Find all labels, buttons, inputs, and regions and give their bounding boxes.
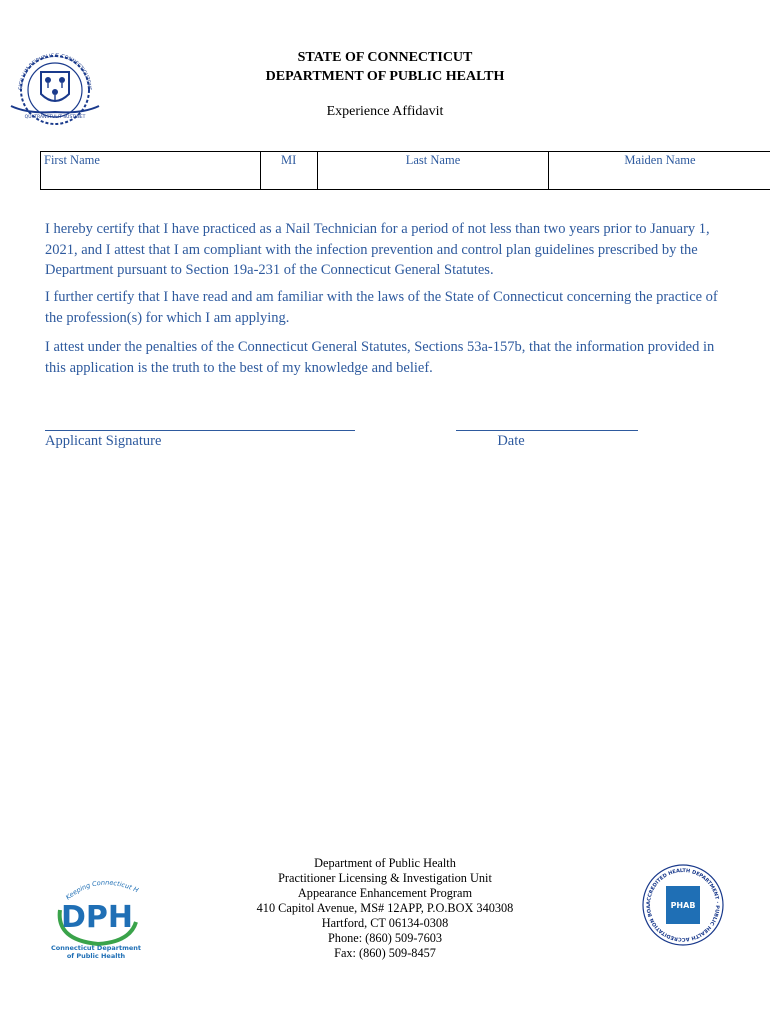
dph-letters: DPH [61,900,133,935]
first-name-label: First Name [44,153,100,167]
dph-caption-2: of Public Health [66,952,126,960]
applicant-signature-label: Applicant Signature [45,433,162,449]
laws-paragraph: I further certify that I have read and am familiar with the laws of the State of Connecticut concerning the practice of the profession(s) for which I am applying. [45,289,718,326]
maiden-name-field[interactable] [549,152,770,190]
footer-line-fax: Fax: (860) 509-8457 [334,946,436,960]
dph-caption-1: Connecticut Department [50,944,142,952]
certification-paragraph: I hereby certify that I have practiced as a Nail Technician for a period of not less than two years prior to January 1, 2021, and I attest that I am compliant with the infection prevention and control plan guidelines prescribed by the Department pursuant to Section 19a-231 of the Connecticut General Statutes. [45,221,710,278]
mi-label: MI [281,153,297,167]
header-department: DEPARTMENT OF PUBLIC HEALTH [265,69,505,84]
first-name-field[interactable] [41,152,261,190]
seal-ring-text: SIGILLUM REIPUBLICÆ CONNECTICUTENS [17,52,93,91]
phab-center-text: PHAB [670,901,696,910]
seal-motto: QUI TRANSTULIT SUSTINET [24,115,86,120]
header-state: STATE OF CONNECTICUT [297,50,473,65]
applicant-signature-line[interactable] [45,430,355,431]
last-name-field[interactable] [318,152,549,190]
mi-field[interactable] [261,152,318,190]
dph-arc-text: Keeping Connecticut H [64,878,140,902]
footer-line-phone: Phone: (860) 509-7603 [327,931,443,945]
footer-address [230,856,540,961]
last-name-label: Last Name [405,153,461,167]
date-line[interactable] [456,430,638,431]
footer-line-city: Hartford, CT 06134-0308 [321,916,449,930]
document-title: Experience Affidavit [326,104,444,119]
dph-logo [50,870,150,960]
footer-line-department: Department of Public Health [314,856,456,870]
penalties-paragraph: I attest under the penalties of the Connecticut General Statutes, Sections 53a-157b, that the information provided in this application is the truth to the best of my knowledge and belief. [45,339,715,376]
phab-ring-text: ACCREDITED HEALTH DEPARTMENT · PUBLIC HEALTH ACCREDITATION BOA [645,867,721,943]
phab-accreditation-seal [640,862,726,948]
maiden-name-label: Maiden Name [624,153,696,167]
date-label: Date [497,433,525,449]
footer-line-program: Appearance Enhancement Program [297,886,473,900]
name-table [40,151,770,190]
svg-text:Keeping Connecticut Healthy [50,870,140,901]
footer-line-unit: Practitioner Licensing & Investigation Unit [278,871,492,885]
footer-line-street: 410 Capitol Avenue, MS# 12APP, P.O.BOX 340308 [256,901,514,915]
